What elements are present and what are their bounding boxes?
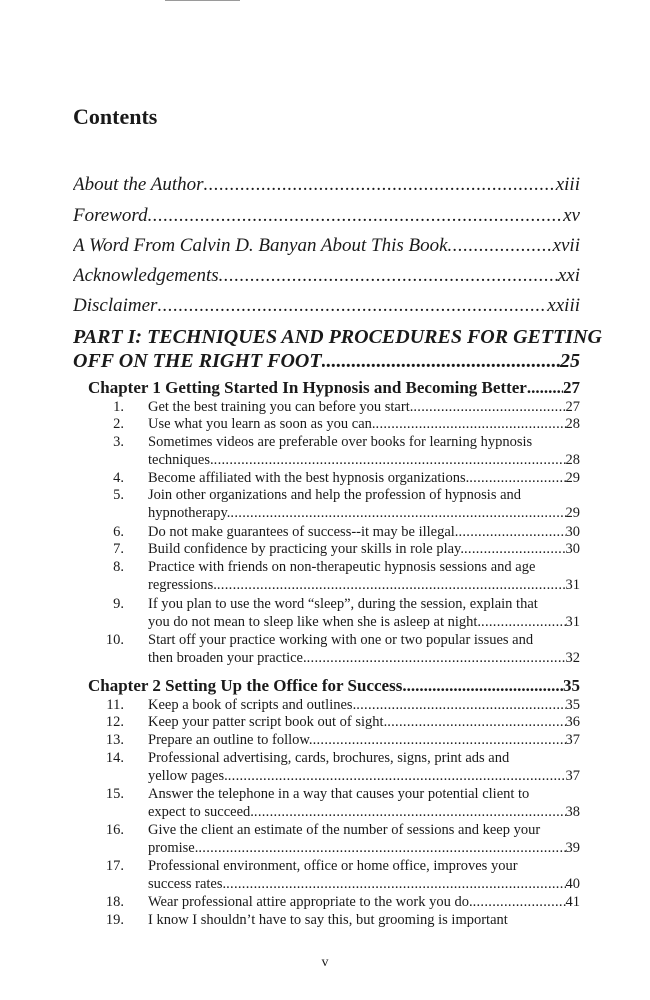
dot-leader xyxy=(148,205,564,227)
dot-leader xyxy=(217,577,566,595)
dot-leader xyxy=(313,732,566,750)
toc-entry-title: A Word From Calvin D. Banyan About This Book xyxy=(73,235,448,256)
item-text-continued: yellow pages. xyxy=(148,767,228,784)
toc-entry-title: Foreword xyxy=(73,205,148,226)
toc-entry-foreword[interactable] xyxy=(73,205,580,227)
chapter-page: 35 xyxy=(563,676,580,695)
toc-entry-page: xv xyxy=(563,205,580,226)
item-number: 18. xyxy=(105,894,124,910)
item-page: 41 xyxy=(565,894,580,910)
dot-leader xyxy=(204,174,556,196)
dot-leader xyxy=(473,894,566,912)
item-text: Professional environment, office or home office, improves your xyxy=(148,858,518,874)
part-heading-line2: OFF ON THE RIGHT FOOT xyxy=(73,350,322,372)
toc-entry-page: xvii xyxy=(552,235,580,256)
item-number: 10. xyxy=(105,632,124,648)
item-number: 6. xyxy=(113,524,124,540)
item-text: Get the best training you can before you start. xyxy=(148,399,414,415)
dot-leader xyxy=(157,295,547,317)
item-page: 39 xyxy=(565,839,580,856)
toc-entry-title: About the Author xyxy=(73,174,204,195)
item-number: 16. xyxy=(105,822,124,838)
toc-entry-title: Disclaimer xyxy=(73,295,158,316)
toc-entry-acknowledgements[interactable] xyxy=(73,265,580,287)
item-text: Give the client an estimate of the number of sessions and keep your xyxy=(148,822,541,838)
toc-entry-page: xxiii xyxy=(547,295,580,316)
chapter-heading[interactable] xyxy=(88,676,580,696)
item-text: Practice with friends on non-therapeutic hypnosis sessions and age xyxy=(148,559,536,575)
item-text: If you plan to use the word “sleep”, during the session, explain that xyxy=(148,596,538,612)
item-number: 11. xyxy=(106,697,124,713)
dot-leader xyxy=(448,235,553,257)
dot-leader xyxy=(356,697,565,715)
item-text-continued: promise. xyxy=(148,839,199,856)
item-text: Keep a book of scripts and outlines. xyxy=(148,697,357,713)
item-page: 36 xyxy=(565,714,580,730)
page-number: v xyxy=(321,955,329,970)
dot-leader xyxy=(387,714,565,732)
item-page: 37 xyxy=(565,732,580,748)
item-text: Build confidence by practicing your skills in role play. xyxy=(148,541,464,557)
toc-entry-disclaimer[interactable] xyxy=(73,295,580,317)
item-page: 38 xyxy=(565,803,580,820)
top-rule xyxy=(165,0,240,1)
item-text: Start off your practice working with one or two popular issues and xyxy=(148,632,534,648)
item-page: 32 xyxy=(565,649,580,666)
item-number: 19. xyxy=(105,912,124,928)
item-page: 28 xyxy=(565,451,580,468)
dot-leader xyxy=(214,452,566,470)
item-text-continued: expect to succeed. xyxy=(148,803,254,820)
item-text-continued: techniques. xyxy=(148,451,214,468)
dot-leader xyxy=(254,804,566,822)
item-number: 3. xyxy=(113,434,124,450)
item-number: 1. xyxy=(113,399,124,415)
dot-leader xyxy=(458,524,565,542)
item-page: 35 xyxy=(565,697,580,713)
chapter-heading[interactable] xyxy=(88,378,580,398)
toc-entry-about-author[interactable] xyxy=(73,174,580,196)
item-text-continued: hypnotherapy. xyxy=(148,504,231,521)
dot-leader xyxy=(322,349,560,373)
dot-leader xyxy=(402,676,563,696)
dot-leader xyxy=(226,876,565,894)
item-text: Prepare an outline to follow. xyxy=(148,732,313,748)
item-page: 28 xyxy=(565,416,580,432)
item-number: 2. xyxy=(113,416,124,432)
item-text-continued: regressions. xyxy=(148,576,217,593)
item-text-continued: then broaden your practice. xyxy=(148,649,307,666)
part-heading-line1: PART I: TECHNIQUES AND PROCEDURES FOR GETTING xyxy=(73,326,602,348)
item-page: 37 xyxy=(565,767,580,784)
part-heading[interactable] xyxy=(73,325,602,373)
dot-leader xyxy=(527,378,563,398)
item-text: Become affiliated with the best hypnosis organizations. xyxy=(148,470,470,486)
toc-entry-title: Acknowledgements xyxy=(73,265,219,286)
dot-leader xyxy=(469,470,565,488)
item-text: Sometimes videos are preferable over books for learning hypnosis xyxy=(148,434,533,450)
item-page: 30 xyxy=(565,524,580,540)
toc-entry-page: xiii xyxy=(555,174,580,195)
item-text: Professional advertising, cards, brochures, signs, print ads and xyxy=(148,750,510,766)
dot-leader xyxy=(464,541,566,559)
toc-entry-page: xxi xyxy=(557,265,580,286)
dot-leader xyxy=(219,265,558,287)
dot-leader xyxy=(413,399,565,417)
item-number: 9. xyxy=(113,596,124,612)
item-number: 8. xyxy=(113,559,124,575)
dot-leader xyxy=(481,614,565,632)
item-number: 4. xyxy=(113,470,124,486)
item-number: 5. xyxy=(113,487,124,503)
dot-leader xyxy=(198,840,565,858)
page-title: Contents xyxy=(73,104,158,129)
item-number: 12. xyxy=(105,714,124,730)
item-page: 30 xyxy=(565,541,580,557)
dot-leader xyxy=(230,505,565,523)
item-text: Do not make guarantees of success--it may be illegal. xyxy=(148,524,459,540)
item-page: 29 xyxy=(565,470,580,486)
item-page: 27 xyxy=(565,399,580,415)
part-heading-page: 25 xyxy=(560,350,580,372)
item-text: Join other organizations and help the profession of hypnosis and xyxy=(148,487,522,503)
item-page: 29 xyxy=(565,504,580,521)
chapter-page: 27 xyxy=(563,378,580,397)
toc-entry-a-word-from[interactable] xyxy=(73,235,580,257)
dot-leader xyxy=(228,768,566,786)
item-page: 31 xyxy=(565,613,580,630)
item-number: 7. xyxy=(113,541,124,557)
chapter-title: Chapter 2 Setting Up the Office for Success xyxy=(88,676,403,695)
item-text: I know I shouldn’t have to say this, but grooming is important xyxy=(148,912,508,928)
dot-leader xyxy=(376,416,566,434)
dot-leader xyxy=(307,650,566,668)
item-text: Wear professional attire appropriate to the work you do. xyxy=(148,894,473,910)
item-text: Use what you learn as soon as you can. xyxy=(148,416,376,432)
item-text: Keep your patter script book out of sight. xyxy=(148,714,388,730)
item-number: 17. xyxy=(105,858,124,874)
item-number: 14. xyxy=(105,750,124,766)
item-number: 13. xyxy=(105,732,124,748)
item-page: 40 xyxy=(565,875,580,892)
item-text: Answer the telephone in a way that causes your potential client to xyxy=(148,786,530,802)
item-text-continued: success rates. xyxy=(148,875,227,892)
item-page: 31 xyxy=(565,576,580,593)
chapter-title: Chapter 1 Getting Started In Hypnosis and Becoming Better xyxy=(88,378,527,397)
item-number: 15. xyxy=(105,786,124,802)
item-text-continued: you do not mean to sleep like when she is asleep at night. xyxy=(148,613,482,630)
